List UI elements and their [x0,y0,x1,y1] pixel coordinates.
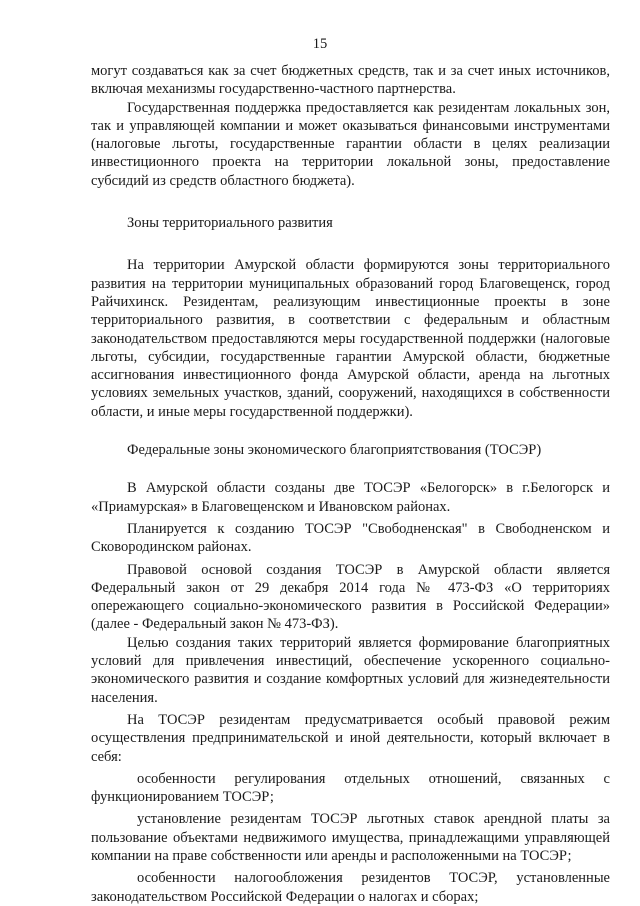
paragraph: В Амурской области созданы две ТОСЭР «Белогорск» в г.Белогорск и «Приамурская» в Благовещенском и Ивановском районах. [91,480,610,515]
paragraph: На территории Амурской области формируются зоны территориального развития на территории муниципальных образований город Благовещенск, город Райчихинск. Резидентам, реализующим инвестиционные проекты в зоне территориального развития, в соответствии с федеральным и областным законодательством предоставляются меры государственной поддержки (налоговые льготы, субсидии, государственные гарантии Амурской области, бюджетные ассигнования инвестиционного фонда Амурской области, аренда на льготных условиях земельных участков, зданий, сооружений, находящихся в собственности области, и иные меры государственной поддержки). [91,257,610,420]
document-body [91,62,610,906]
section-heading: Зоны территориального развития [127,215,333,232]
paragraph: Правовой основой создания ТОСЭР в Амурской области является Федеральный закон от 29 декабря 2014 года № 473-ФЗ «О территориях опережающего социально-экономического развития в Российской Федерации» (далее - Федеральный закон № 473-ФЗ). [91,561,610,633]
section-heading: Федеральные зоны экономического благоприятствования (ТОСЭР) [127,442,542,459]
paragraph: На ТОСЭР резидентам предусматривается особый правовой режим осуществления предпринимательской и иной деятельности, который включает в себя: [91,711,610,765]
paragraph: Планируется к созданию ТОСЭР "Свободненская" в Свободненском и Сковородинском районах. [91,520,610,556]
list-item: установление резидентам ТОСЭР льготных ставок арендной платы за пользование объектами недвижимого имущества, принадлежащими управляющей компании на праве собственности или аренды и расположенными на ТОСЭР; [91,811,610,864]
page-number: 15 [312,36,328,52]
paragraph: Государственная поддержка предоставляется как резидентам локальных зон, так и управляющей компании и может оказываться финансовыми инструментами (налоговые льготы, государственные гарантии области в целях реализации инвестиционного проекта на территории локальной зоны, предоставление субсидий из средств областного бюджета). [91,99,610,189]
list-item: особенности регулирования отдельных отношений, связанных с функционированием ТОСЭР; [91,770,610,806]
paragraph: могут создаваться как за счет бюджетных средств, так и за счет иных источников, включая механизмы государственно-частного партнерства. [91,63,610,98]
paragraph: Целью создания таких территорий является формирование благоприятных условий для привлечения инвестиций, обеспечение ускоренного социально-экономического развития и создание комфортных условий для жизнедеятельности населения. [91,634,610,706]
list-item: особенности налогообложения резидентов ТОСЭР, установленные законодательством Российской Федерации о налогах и сборах; [91,870,610,905]
